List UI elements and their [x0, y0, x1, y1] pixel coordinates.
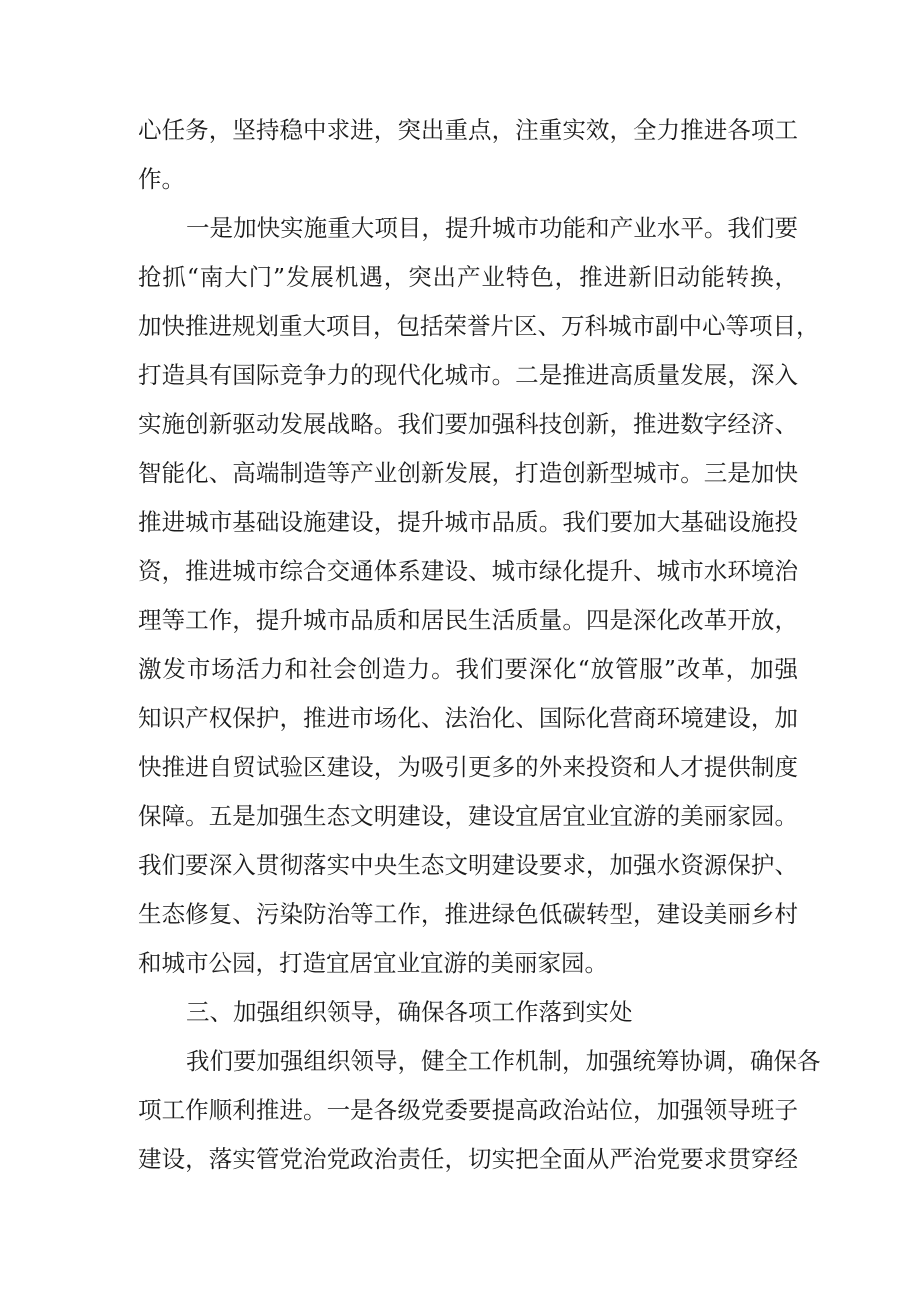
text-line: 作。 — [138, 165, 185, 193]
paragraph-first-line: 一是加快实施重大项目，提升城市功能和产业水平。我们要 — [186, 214, 798, 242]
text-line: 保障。五是加强生态文明建设，建设宜居宜业宜游的美丽家园。 — [138, 802, 798, 830]
text-line: 激发市场活力和社会创造力。我们要深化“放管服”改革，加强 — [138, 655, 798, 683]
section-heading: 三、加强组织领导，确保各项工作落到实处 — [186, 998, 633, 1026]
text-line: 智能化、高端制造等产业创新发展，打造创新型城市。三是加快 — [138, 459, 798, 487]
text-line: 抢抓“南大门”发展机遇，突出产业特色，推进新旧动能转换， — [138, 263, 798, 291]
paragraph-first-line: 我们要加强组织领导，健全工作机制，加强统筹协调，确保各 — [186, 1047, 821, 1075]
text-line: 建设，落实管党治党政治责任，切实把全面从严治党要求贯穿经 — [138, 1145, 798, 1173]
text-line: 实施创新驱动发展战略。我们要加强科技创新，推进数字经济、 — [138, 410, 798, 438]
text-line: 理等工作，提升城市品质和居民生活质量。四是深化改革开放， — [138, 606, 798, 634]
text-line: 推进城市基础设施建设，提升城市品质。我们要加大基础设施投 — [138, 508, 798, 536]
text-line: 项工作顺利推进。一是各级党委要提高政治站位，加强领导班子 — [138, 1096, 798, 1124]
text-line: 和城市公园，打造宜居宜业宜游的美丽家园。 — [138, 949, 608, 977]
text-line: 快推进自贸试验区建设，为吸引更多的外来投资和人才提供制度 — [138, 753, 798, 781]
text-line: 资，推进城市综合交通体系建设、城市绿化提升、城市水环境治 — [138, 557, 798, 585]
text-line: 生态修复、污染防治等工作，推进绿色低碳转型，建设美丽乡村 — [138, 900, 798, 928]
text-line: 打造具有国际竞争力的现代化城市。二是推进高质量发展，深入 — [138, 361, 798, 389]
text-line: 知识产权保护，推进市场化、法治化、国际化营商环境建设，加 — [138, 704, 798, 732]
text-line: 心任务，坚持稳中求进，突出重点，注重实效，全力推进各项工 — [138, 116, 798, 144]
text-line: 我们要深入贯彻落实中央生态文明建设要求，加强水资源保护、 — [138, 851, 798, 879]
text-line: 加快推进规划重大项目，包括荣誉片区、万科城市副中心等项目， — [138, 312, 820, 340]
